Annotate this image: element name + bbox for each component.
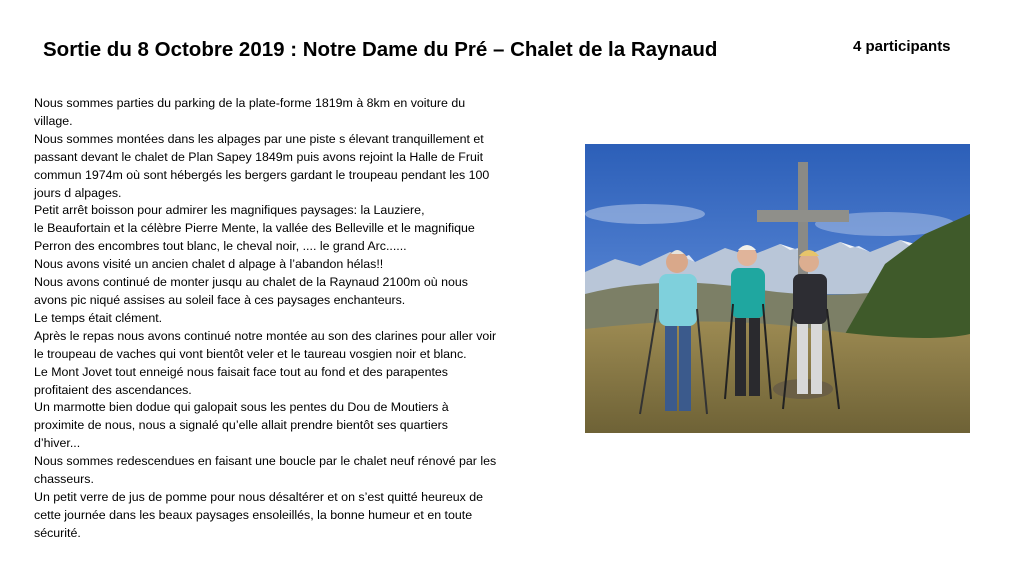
report-line: le Beaufortain et la célèbre Pierre Mente, la vallée des Belleville et le magnifique <box>34 221 475 236</box>
report-line: Perron des encombres tout blanc, le cheval noir, .... le grand Arc...... <box>34 239 407 254</box>
group-photo <box>585 144 970 433</box>
report-line: Petit arrêt boisson pour admirer les magnifiques paysages: la Lauziere, <box>34 203 425 218</box>
report-line: Un marmotte bien dodue qui galopait sous les pentes du Dou de Moutiers à <box>34 400 449 415</box>
participants-count: 4 participants <box>853 38 951 55</box>
report-line: Après le repas nous avons continué notre montée au son des clarines pour aller voir <box>34 328 497 343</box>
report-line: sécurité. <box>34 525 81 540</box>
report-line: cette journée dans les beaux paysages ensoleillés, la bonne humeur et en toute <box>34 507 473 522</box>
report-line: Le temps était clément. <box>34 310 163 325</box>
report-line: Nous avons continué de monter jusqu au chalet de la Raynaud 2100m où nous <box>34 275 468 290</box>
report-line: Un petit verre de jus de pomme pour nous désaltérer et on s’est quitté heureux de <box>34 489 484 504</box>
alpine-meadow <box>585 322 970 434</box>
report-line: village. <box>34 113 73 128</box>
report-line: proximite de nous, nous a signalé qu’elle allait prendre bientôt ses quartiers <box>34 418 448 433</box>
report-line: avons pic niqué assises au soleil face à ces paysages enchanteurs. <box>34 292 406 307</box>
report-line: Nous sommes parties du parking de la plate-forme 1819m à 8km en voiture du <box>34 96 466 110</box>
report-line: le troupeau de vaches qui vont bientôt veler et le taureau vosgien noir et blanc. <box>34 346 467 361</box>
report-line: Nous sommes redescendues en faisant une boucle par le chalet neuf rénové par les <box>34 454 497 469</box>
report-line: d’hiver... <box>34 436 81 451</box>
outing-report-text <box>34 95 549 543</box>
slide-title: Sortie du 8 Octobre 2019 : Notre Dame du Pré – Chalet de la Raynaud <box>43 38 718 61</box>
report-line: chasseurs. <box>34 472 94 487</box>
report-line: Le Mont Jovet tout enneigé nous faisait face tout au fond et des parapentes <box>34 364 448 379</box>
report-line: commun 1974m où sont hébergés les bergers gardant le troupeau pendant les 100 <box>34 167 490 182</box>
report-line: passant devant le chalet de Plan Sapey 1849m puis avons rejoint la Halle de Fruit <box>34 149 484 164</box>
summit-cross-arm <box>757 210 849 222</box>
report-line: profitaient des ascendances. <box>34 382 192 397</box>
report-line: Nous avons visité un ancien chalet d alpage à l’abandon hélas!! <box>34 257 384 272</box>
cloud <box>585 204 705 224</box>
report-line: jours d alpages. <box>34 185 122 200</box>
mountain-photo-illustration <box>585 144 970 433</box>
report-line: Nous sommes montées dans les alpages par une piste s élevant tranquillement et <box>34 131 484 146</box>
